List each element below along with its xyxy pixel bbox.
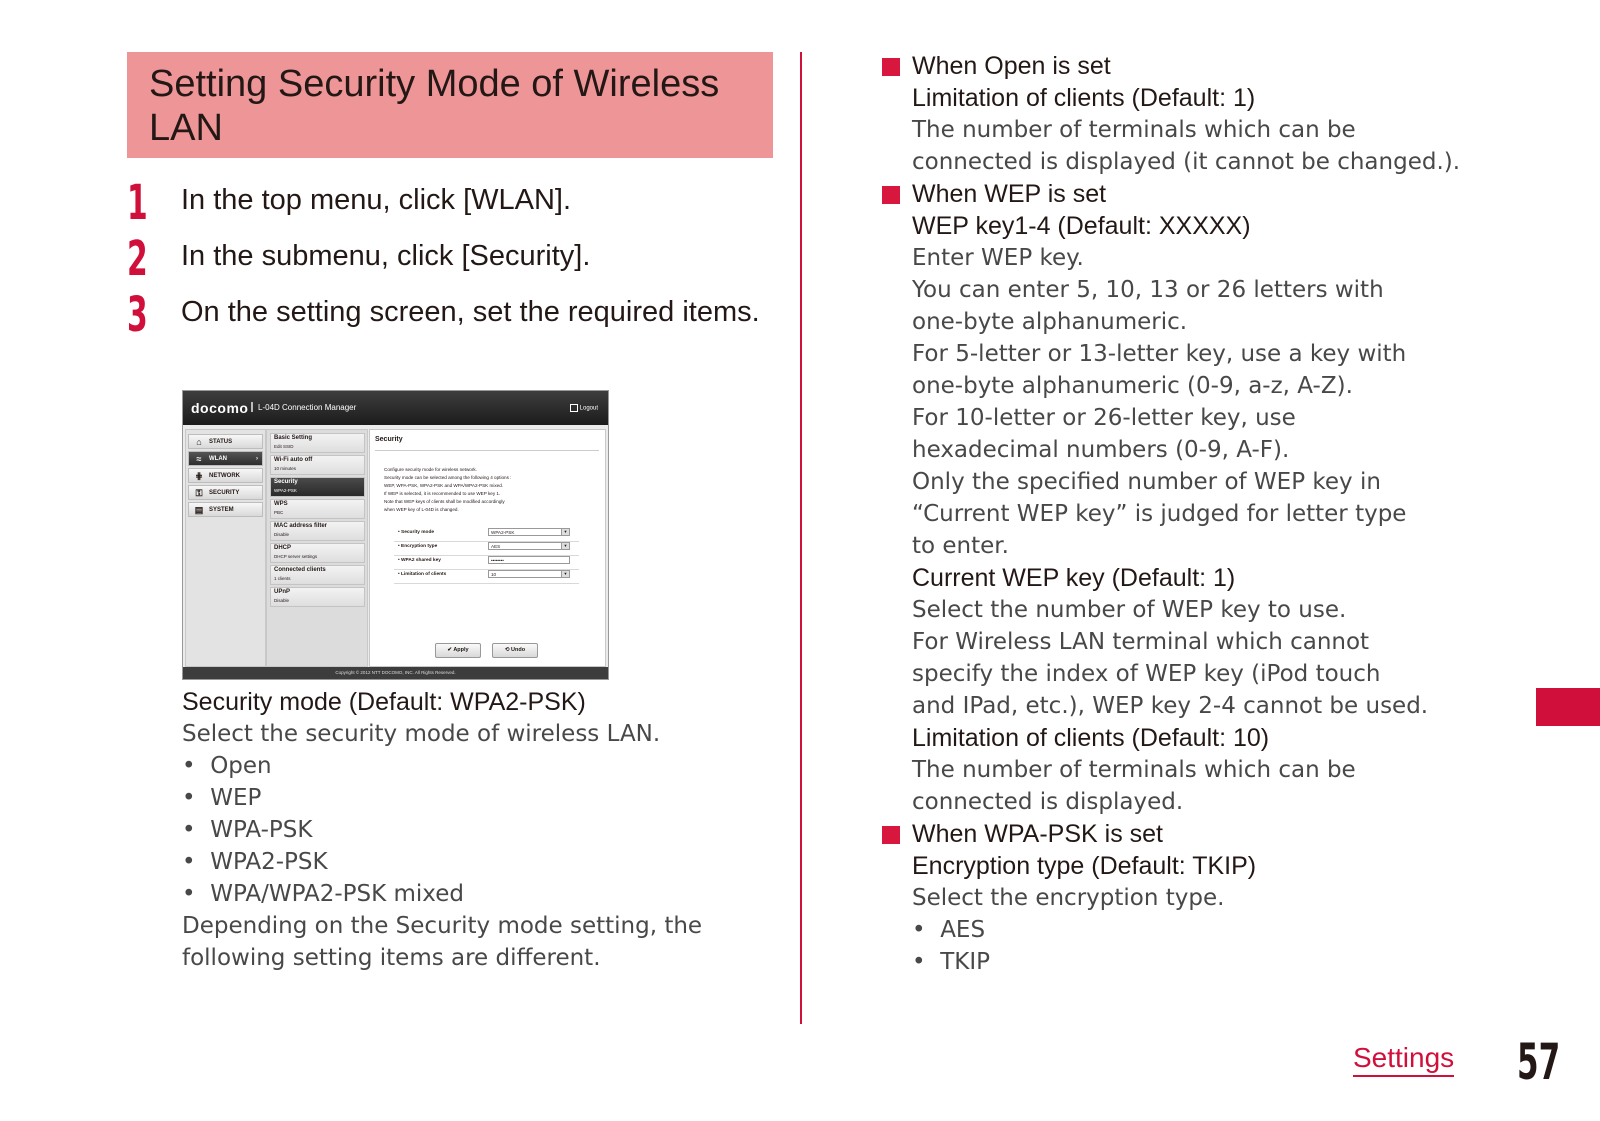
logout-button[interactable]	[570, 404, 598, 412]
logout-label: Logout	[579, 405, 598, 412]
list-item-text: WPA-PSK	[210, 817, 313, 843]
body-line: The number of terminals which can be	[912, 117, 1356, 143]
list-item-text: WEP	[210, 785, 262, 811]
submenu-title: Basic Setting	[274, 435, 313, 441]
body-line: “Current WEP key” is judged for letter type	[912, 501, 1407, 527]
step-number: 1	[127, 175, 148, 231]
header-divider	[251, 402, 253, 412]
field-label-text: WPA2 shared key	[401, 558, 441, 563]
field-label: • Security mode	[398, 530, 435, 535]
section-marker	[882, 826, 900, 844]
body-line: one-byte alphanumeric.	[912, 309, 1188, 335]
step-number: 2	[127, 231, 148, 287]
wifi-icon: ≈	[196, 454, 202, 464]
home-icon: ⌂	[196, 437, 202, 447]
list-item: • AES	[912, 917, 986, 943]
note-line: Depending on the Security mode setting, the	[182, 913, 703, 939]
list-item-text: Open	[210, 753, 272, 779]
menu-label: WLAN	[209, 456, 227, 462]
submenu-title: UPnP	[274, 589, 291, 595]
subheading: Limitation of clients (Default: 1)	[912, 84, 1256, 112]
column-divider	[800, 52, 802, 1024]
submenu-item-connected-clients[interactable]	[270, 565, 365, 585]
section-marker	[882, 186, 900, 204]
submenu-value: PBC	[274, 510, 284, 515]
submenu-item-mac-filter[interactable]	[270, 521, 365, 541]
body-line: specify the index of WEP key (iPod touch	[912, 661, 1381, 687]
submenu-item-security[interactable]	[270, 477, 365, 497]
submenu-value: 1 clients	[274, 576, 291, 581]
body-line: The number of terminals which can be	[912, 757, 1356, 783]
client-limit-select[interactable]	[488, 570, 570, 578]
menu-label: SECURITY	[209, 490, 240, 496]
field-encryption-type	[394, 542, 579, 556]
body-line: Only the specified number of WEP key in	[912, 469, 1381, 495]
panel-description: Configure security mode for wireless network. Security mode can be selected among the following 4 options : WEP, WPA-PSK, WPA2-PSK and WPA/WPA2-PSK mixed. If WEP is selected, it is recommended to use WEP key 1. Note that WEP keys of clients shall be modified accordingly when WEP key of L-04D is changed.	[384, 467, 512, 512]
submenu-item-wifi-auto-off[interactable]	[270, 455, 365, 475]
menu-item-network[interactable]	[188, 468, 263, 483]
section-link[interactable]: Settings	[1353, 1041, 1454, 1077]
undo-button[interactable]	[492, 643, 538, 658]
body-line: You can enter 5, 10, 13 or 26 letters with	[912, 277, 1384, 303]
field-security-mode	[394, 528, 579, 542]
submenu-value: Disable	[274, 598, 290, 603]
field-wpa2-shared-key	[394, 556, 579, 570]
field-label: • WPA2 shared key	[398, 558, 441, 563]
page-number: 57	[1517, 1033, 1561, 1091]
button-label: Apply	[453, 647, 469, 653]
list-item-text: TKIP	[940, 949, 990, 975]
brand-logo: docomo	[191, 400, 249, 416]
step-text: In the submenu, click [Security].	[181, 240, 591, 272]
section-index-tab	[1536, 688, 1600, 726]
field-label-text: Security mode	[401, 530, 435, 535]
system-icon: ▤	[194, 505, 204, 515]
field-label: • Encryption type	[398, 544, 438, 549]
step-text: In the top menu, click [WLAN].	[181, 184, 572, 216]
body-line: connected is displayed (it cannot be changed.).	[912, 149, 1461, 175]
security-mode-heading: Security mode (Default: WPA2-PSK)	[182, 688, 586, 716]
menu-item-security[interactable]	[188, 485, 263, 500]
submenu-value: Disable	[274, 532, 290, 537]
logout-icon	[570, 404, 578, 412]
submenu-title: Wi-Fi auto off	[274, 457, 313, 463]
submenu-value: 10 minutes	[274, 466, 297, 471]
network-icon: ⋕	[195, 471, 203, 481]
input-value: ••••••••	[491, 558, 504, 563]
subheading: WEP key1-4 (Default: XXXXX)	[912, 212, 1251, 240]
dropdown-arrow-icon: ▼	[561, 529, 569, 535]
body-line: For Wireless LAN terminal which cannot	[912, 629, 1370, 655]
menu-item-status[interactable]	[188, 434, 263, 449]
select-value: AES	[491, 544, 501, 549]
section-marker	[882, 58, 900, 76]
submenu-title: MAC address filter	[274, 523, 328, 529]
body-line: Select the encryption type.	[912, 885, 1225, 911]
body-line: Select the number of WEP key to use.	[912, 597, 1347, 623]
submenu-title: DHCP	[274, 545, 292, 551]
submenu-item-dhcp[interactable]	[270, 543, 365, 563]
encryption-type-select[interactable]	[488, 542, 570, 550]
body-line: Enter WEP key.	[912, 245, 1084, 271]
submenu-title: Security	[274, 479, 298, 485]
undo-icon: ⟲	[504, 647, 512, 653]
body-line: and IPad, etc.), WEP key 2-4 cannot be used.	[912, 693, 1429, 719]
field-limitation-of-clients	[394, 570, 579, 584]
note-line: following setting items are different.	[182, 945, 601, 971]
security-mode-select[interactable]	[488, 528, 570, 536]
list-item: • WPA2-PSK	[182, 849, 328, 875]
apply-button[interactable]	[435, 643, 481, 658]
body-line: hexadecimal numbers (0-9, A-F).	[912, 437, 1290, 463]
security-panel	[369, 429, 606, 667]
chevron-right-icon: ›	[256, 456, 258, 462]
subheading: Limitation of clients (Default: 10)	[912, 724, 1270, 752]
top-menu	[185, 429, 266, 667]
button-label: Undo	[511, 647, 526, 653]
field-label-text: Limitation of clients	[401, 572, 447, 577]
security-mode-desc: Select the security mode of wireless LAN.	[182, 721, 661, 747]
list-item-text: WPA2-PSK	[210, 849, 328, 875]
submenu-title: WPS	[274, 501, 288, 507]
submenu-value: WPA2-PSK	[274, 488, 297, 493]
divider	[375, 450, 599, 451]
submenu	[266, 429, 368, 667]
title-band	[127, 52, 773, 158]
list-item: • WEP	[182, 785, 262, 811]
step-number: 3	[127, 287, 148, 343]
submenu-value: Edit SSID	[274, 444, 294, 449]
body-line: to enter.	[912, 533, 1009, 559]
body-line: For 5-letter or 13-letter key, use a key with	[912, 341, 1407, 367]
check-icon: ✔	[447, 647, 454, 653]
list-item-text: WPA/WPA2-PSK mixed	[210, 881, 464, 907]
submenu-title: Connected clients	[274, 567, 326, 573]
wpa2-key-input[interactable]	[488, 556, 570, 564]
submenu-item-upnp[interactable]	[270, 587, 365, 607]
app-footer: Copyright © 2012 NTT DOCOMO, INC. All Rights Reserved.	[183, 667, 608, 679]
dropdown-arrow-icon: ▼	[561, 543, 569, 549]
submenu-value: DHCP server settings	[274, 554, 318, 559]
submenu-item-basic-setting[interactable]	[270, 433, 365, 453]
app-header	[183, 391, 608, 425]
dropdown-arrow-icon: ▼	[561, 571, 569, 577]
subheading: Encryption type (Default: TKIP)	[912, 852, 1257, 880]
select-value: 10	[491, 572, 497, 577]
select-value: WPA2-PSK	[491, 530, 515, 535]
list-item: • TKIP	[912, 949, 990, 975]
submenu-item-wps[interactable]	[270, 499, 365, 519]
body-line: one-byte alphanumeric (0-9, a-z, A-Z).	[912, 373, 1353, 399]
list-item: • Open	[182, 753, 272, 779]
list-item: • WPA-PSK	[182, 817, 313, 843]
body-line: connected is displayed.	[912, 789, 1184, 815]
menu-label: NETWORK	[209, 473, 240, 479]
section-title-wep: When WEP is set	[912, 180, 1107, 208]
menu-item-wlan[interactable]	[188, 451, 263, 466]
field-label: • Limitation of clients	[398, 572, 447, 577]
body-line: For 10-letter or 26-letter key, use	[912, 405, 1296, 431]
section-title-open: When Open is set	[912, 52, 1111, 80]
step-text: On the setting screen, set the required items.	[181, 296, 760, 328]
subheading: Current WEP key (Default: 1)	[912, 564, 1236, 592]
list-item-text: AES	[940, 917, 986, 943]
settings-screenshot	[182, 390, 609, 680]
key-icon: ⚿	[195, 488, 203, 498]
section-title-wpa: When WPA-PSK is set	[912, 820, 1163, 848]
app-name: L-04D Connection Manager	[258, 403, 357, 412]
menu-label: STATUS	[209, 439, 233, 445]
menu-label: SYSTEM	[209, 507, 234, 513]
field-label-text: Encryption type	[401, 544, 438, 549]
list-item: • WPA/WPA2-PSK mixed	[182, 881, 464, 907]
page-title: Setting Security Mode of Wireless LAN	[149, 63, 720, 149]
panel-title: Security	[375, 436, 403, 443]
menu-item-system[interactable]	[188, 502, 263, 517]
